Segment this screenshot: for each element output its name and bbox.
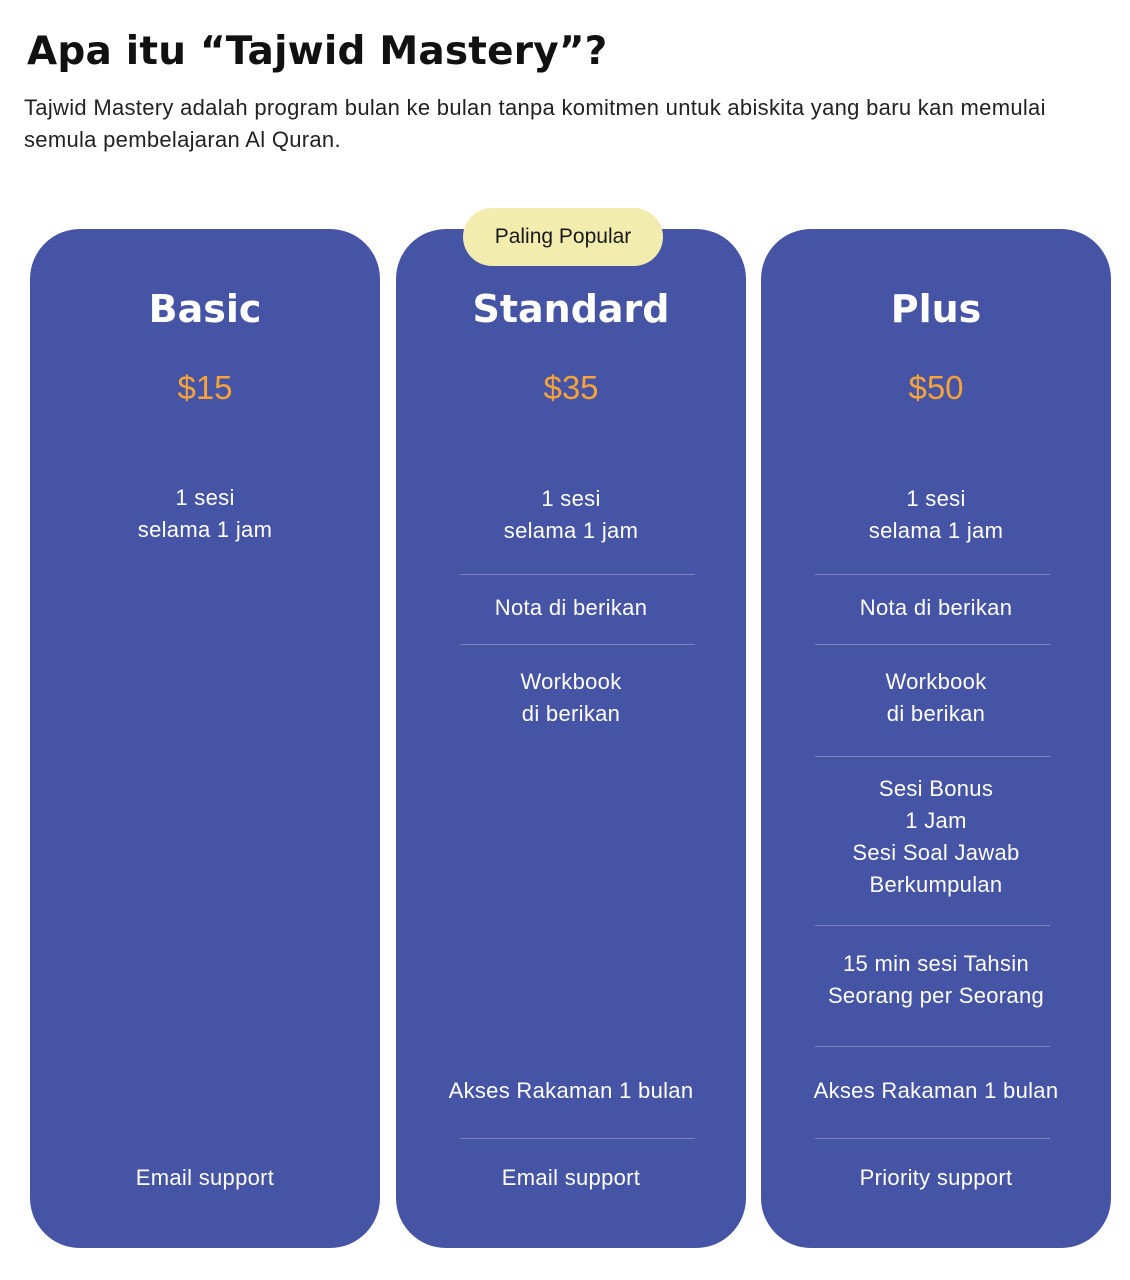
plan-card-standard[interactable] xyxy=(396,229,746,1248)
plan-name: Basic xyxy=(148,287,262,331)
plan-name: Standard xyxy=(472,287,670,331)
feature-divider xyxy=(815,756,1050,757)
page-title: Apa itu “Tajwid Mastery”? xyxy=(27,29,608,74)
feature-support: Email support xyxy=(501,1165,641,1190)
plan-price: $50 xyxy=(908,369,964,406)
feature-support: Email support xyxy=(135,1165,275,1190)
feature-divider xyxy=(460,1138,695,1139)
plan-name: Plus xyxy=(890,287,982,331)
feature-session: 1 sesi selama 1 jam xyxy=(503,486,639,543)
feature-divider xyxy=(460,574,695,575)
feature-support: Priority support xyxy=(859,1165,1013,1190)
feature-tahsin: 15 min sesi Tahsin Seorang per Seorang xyxy=(827,951,1045,1008)
plan-price: $35 xyxy=(543,369,599,406)
feature-bonus-session: Sesi Bonus 1 Jam Sesi Soal Jawab Berkumpulan xyxy=(852,776,1020,897)
plan-price: $15 xyxy=(177,369,233,406)
feature-session: 1 sesi selama 1 jam xyxy=(137,485,273,542)
feature-divider xyxy=(460,644,695,645)
feature-workbook: Workbook di berikan xyxy=(885,669,987,726)
feature-session: 1 sesi selama 1 jam xyxy=(868,486,1004,543)
feature-divider xyxy=(815,925,1050,926)
feature-divider xyxy=(815,574,1050,575)
most-popular-badge: Paling Popular xyxy=(463,208,663,266)
plan-card-plus[interactable] xyxy=(761,229,1111,1248)
feature-notes: Nota di berikan xyxy=(494,595,648,620)
feature-divider xyxy=(815,1138,1050,1139)
feature-notes: Nota di berikan xyxy=(859,595,1013,620)
feature-divider xyxy=(815,1046,1050,1047)
feature-divider xyxy=(815,644,1050,645)
feature-recording: Akses Rakaman 1 bulan xyxy=(448,1078,694,1103)
intro-text: Tajwid Mastery adalah program bulan ke bulan tanpa komitmen untuk abiskita yang baru kan memulai semula pembelajaran Al Quran. xyxy=(24,95,1046,152)
feature-workbook: Workbook di berikan xyxy=(520,669,622,726)
plan-card-basic[interactable] xyxy=(30,229,380,1248)
feature-recording: Akses Rakaman 1 bulan xyxy=(813,1078,1059,1103)
